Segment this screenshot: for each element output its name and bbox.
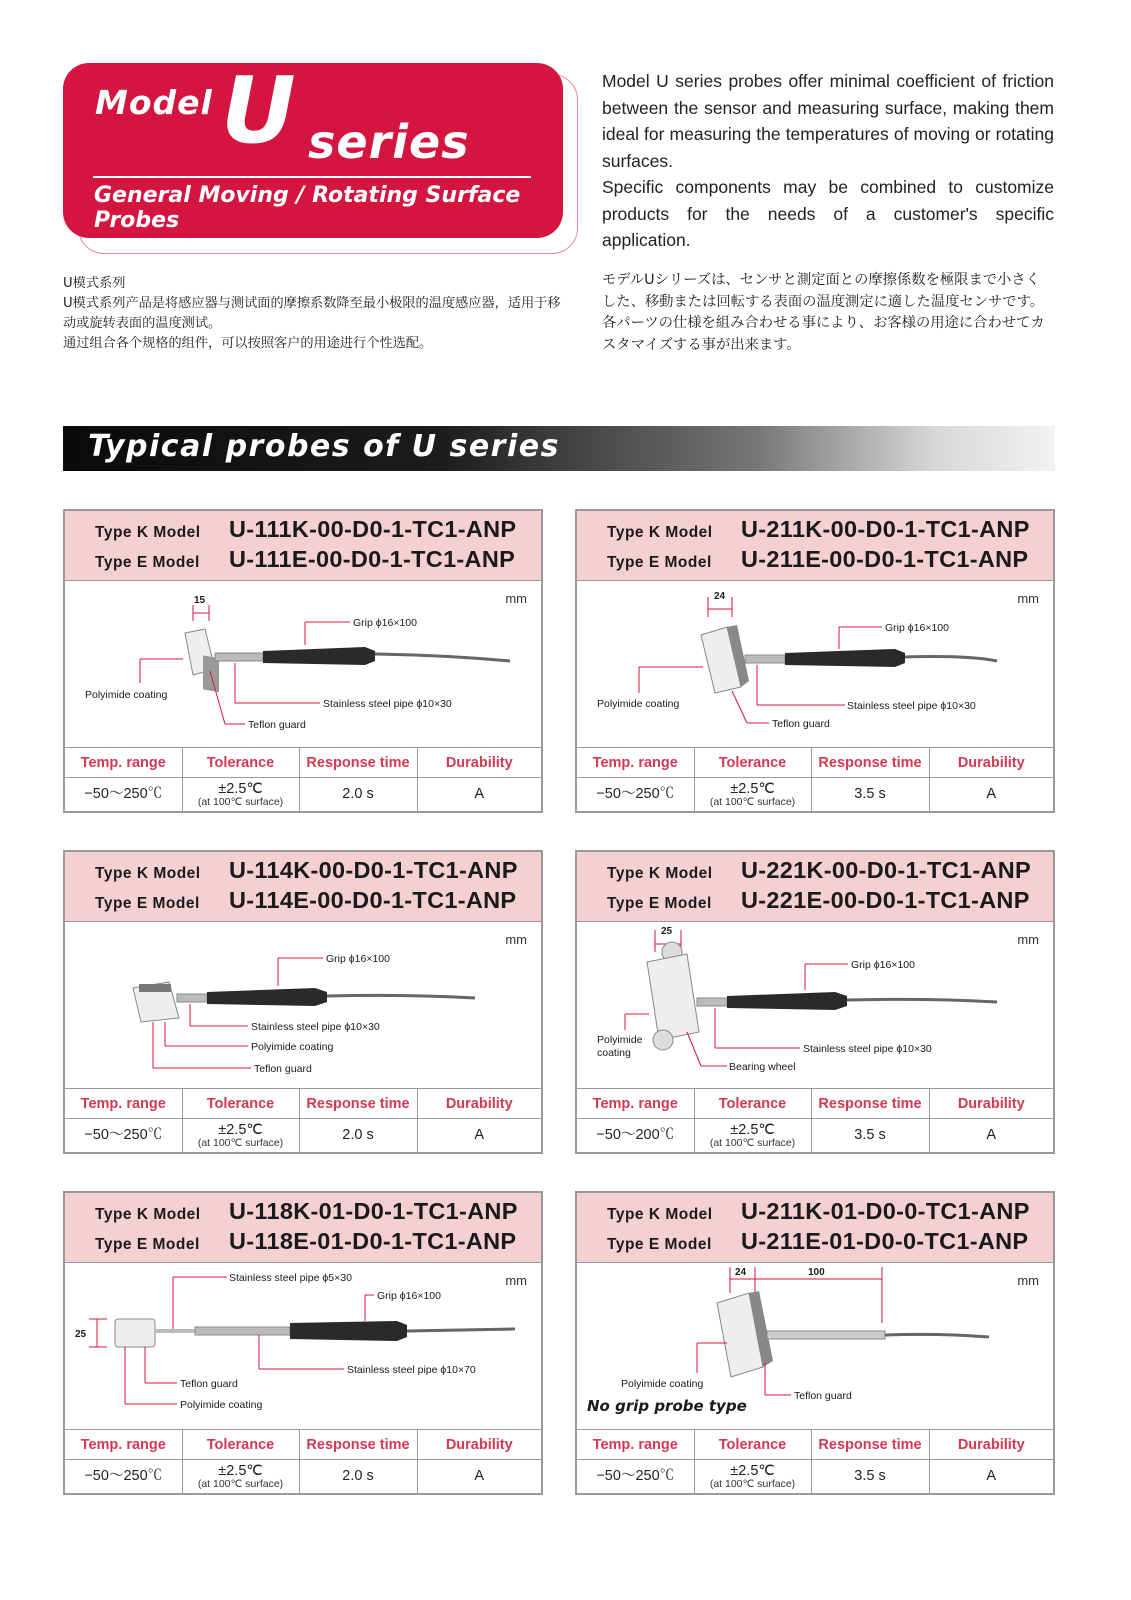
intro-english (602, 68, 1054, 254)
tolerance-cell (182, 1119, 299, 1153)
col-tolerance: Tolerance (182, 1089, 299, 1119)
dimension-label: 24 (714, 591, 726, 602)
tolerance-value: ±2.5℃ (730, 1121, 775, 1138)
unit-label: mm (1017, 1273, 1039, 1288)
teflon-label: Teflon guard (794, 1390, 852, 1402)
intro-japanese (602, 270, 1054, 356)
grip-label: Grip ϕ16×100 (326, 953, 390, 965)
tolerance-cell (182, 778, 299, 812)
section-header-bar (63, 426, 1055, 471)
polyimide-label-line2: coating (597, 1047, 631, 1059)
intro-zh-body: U模式系列产品是将感应器与测试面的摩擦系数降至最小极限的温度感应器，适用于移动或旋转表面的温度测试。 (63, 296, 561, 331)
tolerance-cell (182, 1460, 299, 1494)
response-time-value: 3.5 s (811, 1119, 929, 1153)
col-temp-range: Temp. range (577, 1089, 694, 1119)
col-durability: Durability (417, 1430, 541, 1460)
probe-diagram (577, 581, 1053, 747)
col-durability: Durability (929, 748, 1053, 778)
col-temp-range: Temp. range (65, 1089, 182, 1119)
col-durability: Durability (929, 1089, 1053, 1119)
spec-table (65, 1429, 541, 1494)
grip-label: Grip ϕ16×100 (851, 959, 915, 971)
temp-range-value: −50～250℃ (65, 1119, 182, 1153)
tolerance-value: ±2.5℃ (218, 780, 263, 797)
probe-diagram (65, 581, 541, 747)
col-tolerance: Tolerance (182, 1430, 299, 1460)
col-durability: Durability (417, 1089, 541, 1119)
unit-label: mm (1017, 932, 1039, 947)
intro-jp-body: モデルUシリーズは、センサと測定面との摩擦係数を極限まで小さくした、移動または回転する表面の温度測定に適した温度センサです。 (602, 272, 1045, 310)
spec-table (577, 1088, 1053, 1153)
tolerance-cell (694, 778, 811, 812)
temp-range-value: −50～250℃ (577, 1460, 694, 1494)
intro-zh-body: 通过组合各个规格的组件，可以按照客户的用途进行个性选配。 (63, 336, 433, 351)
tolerance-value: ±2.5℃ (218, 1462, 263, 1479)
teflon-label: Teflon guard (180, 1378, 238, 1390)
model-number-k: U-118K-01-D0-1-TC1-ANP (229, 1198, 518, 1224)
intro-chinese (63, 274, 563, 354)
model-number-k: U-211K-00-D0-1-TC1-ANP (741, 516, 1030, 542)
polyimide-label: Polyimide coating (597, 698, 680, 710)
badge-u-letter: U (221, 63, 296, 164)
type-e-label: Type E Model (95, 895, 200, 912)
polyimide-label: Polyimide coating (621, 1378, 704, 1390)
spec-table (65, 1088, 541, 1153)
type-k-label: Type K Model (607, 1206, 713, 1223)
tolerance-note: (at 100℃ surface) (709, 1477, 796, 1490)
probe-card-u211 (575, 509, 1055, 813)
col-durability: Durability (929, 1430, 1053, 1460)
col-temp-range: Temp. range (65, 1430, 182, 1460)
model-number-e: U-111E-00-D0-1-TC1-ANP (229, 546, 516, 572)
tolerance-value: ±2.5℃ (218, 1121, 263, 1138)
type-k-label: Type K Model (95, 865, 201, 882)
tolerance-note: (at 100℃ surface) (197, 1136, 284, 1149)
probe-diagram (577, 922, 1053, 1088)
spec-table (577, 747, 1053, 812)
probe-card-header (577, 852, 1053, 922)
title-badge (63, 63, 563, 238)
unit-label: mm (505, 591, 527, 606)
type-e-label: Type E Model (607, 554, 712, 571)
col-temp-range: Temp. range (65, 748, 182, 778)
unit-label: mm (505, 932, 527, 947)
col-response-time: Response time (299, 1089, 417, 1119)
badge-model-word: Model (95, 83, 213, 122)
no-grip-label: No grip probe type (587, 1397, 747, 1415)
dimension-label: 25 (661, 926, 673, 937)
probe-card-header (65, 511, 541, 581)
pipe-label: Stainless steel pipe ϕ10×30 (323, 698, 452, 710)
durability-value: A (417, 778, 541, 812)
teflon-label: Teflon guard (772, 718, 830, 730)
type-e-label: Type E Model (95, 1236, 200, 1253)
response-time-value: 3.5 s (811, 1460, 929, 1494)
temp-range-value: −50～250℃ (577, 778, 694, 812)
probe-card-header (65, 852, 541, 922)
grip-label: Grip ϕ16×100 (377, 1290, 441, 1302)
col-response-time: Response time (299, 748, 417, 778)
pipe-label: Stainless steel pipe ϕ10×30 (251, 1021, 380, 1033)
pipe-label: Stainless steel pipe ϕ10×70 (347, 1364, 476, 1376)
polyimide-label: Polyimide coating (180, 1399, 263, 1411)
response-time-value: 2.0 s (299, 1460, 417, 1494)
tolerance-note: (at 100℃ surface) (709, 795, 796, 808)
response-time-value: 2.0 s (299, 1119, 417, 1153)
dimension-label-100: 100 (808, 1267, 825, 1278)
durability-value: A (929, 1119, 1053, 1153)
model-number-e: U-211E-00-D0-1-TC1-ANP (741, 546, 1029, 572)
dimension-label-24: 24 (735, 1267, 747, 1278)
unit-label: mm (1017, 591, 1039, 606)
response-time-value: 3.5 s (811, 778, 929, 812)
unit-label: mm (505, 1273, 527, 1288)
tolerance-value: ±2.5℃ (730, 780, 775, 797)
durability-value: A (929, 778, 1053, 812)
teflon-label: Teflon guard (248, 719, 306, 731)
col-durability: Durability (417, 748, 541, 778)
temp-range-value: −50～250℃ (65, 1460, 182, 1494)
type-e-label: Type E Model (95, 554, 200, 571)
model-number-e: U-114E-00-D0-1-TC1-ANP (229, 887, 517, 913)
intro-en-paragraph: Specific components may be combined to customize products for the needs of a customer's specific application. (602, 177, 1054, 250)
model-number-e: U-221E-00-D0-1-TC1-ANP (741, 887, 1030, 913)
dimension-label: 25 (75, 1329, 87, 1340)
col-response-time: Response time (811, 1089, 929, 1119)
intro-zh-title: U模式系列 (63, 276, 126, 291)
probe-card-u118 (63, 1191, 543, 1495)
grip-label: Grip ϕ16×100 (353, 617, 417, 629)
type-k-label: Type K Model (95, 1206, 201, 1223)
tolerance-note: (at 100℃ surface) (197, 1477, 284, 1490)
polyimide-label: Polyimide coating (85, 689, 168, 701)
spec-table (577, 1429, 1053, 1494)
probe-card-u211-nogrip (575, 1191, 1055, 1495)
probe-card-header (577, 511, 1053, 581)
section-title: Typical probes of U series (88, 429, 560, 464)
col-tolerance: Tolerance (694, 748, 811, 778)
badge-subtitle: General Moving / Rotating Surface Probes (94, 183, 521, 233)
pipe-label: Stainless steel pipe ϕ10×30 (803, 1043, 932, 1055)
bearing-label: Bearing wheel (729, 1061, 796, 1073)
type-e-label: Type E Model (607, 895, 712, 912)
temp-range-value: −50～200℃ (577, 1119, 694, 1153)
probe-card-u221 (575, 850, 1055, 1154)
type-k-label: Type K Model (607, 524, 713, 541)
col-temp-range: Temp. range (577, 1430, 694, 1460)
type-k-label: Type K Model (95, 524, 201, 541)
type-k-label: Type K Model (607, 865, 713, 882)
probe-card-u114 (63, 850, 543, 1154)
probe-diagram (65, 922, 541, 1088)
intro-en-paragraph: Model U series probes offer minimal coefficient of friction between the sensor and measuring surface, making them ideal for measuring the temperatures of moving or rotating surfaces. (602, 71, 1054, 171)
durability-value: A (417, 1119, 541, 1153)
probe-card-header (577, 1193, 1053, 1263)
intro-jp-body: 各パーツの仕様を組み合わせる事により、お客様の用途に合わせてカスタマイズする事が出来ます。 (602, 315, 1045, 353)
col-temp-range: Temp. range (577, 748, 694, 778)
type-e-label: Type E Model (607, 1236, 712, 1253)
spec-table (65, 747, 541, 812)
temp-range-value: −50～250℃ (65, 778, 182, 812)
probe-card-u111 (63, 509, 543, 813)
model-number-k: U-211K-01-D0-0-TC1-ANP (741, 1198, 1030, 1224)
response-time-value: 2.0 s (299, 778, 417, 812)
polyimide-label: Polyimide coating (251, 1041, 334, 1053)
tolerance-value: ±2.5℃ (730, 1462, 775, 1479)
pipe-label: Stainless steel pipe ϕ10×30 (847, 700, 976, 712)
col-tolerance: Tolerance (694, 1430, 811, 1460)
badge-divider (93, 176, 531, 178)
col-response-time: Response time (811, 748, 929, 778)
probe-diagram (65, 1263, 541, 1429)
model-number-e: U-118E-01-D0-1-TC1-ANP (229, 1228, 517, 1254)
teflon-label: Teflon guard (254, 1063, 312, 1075)
durability-value: A (929, 1460, 1053, 1494)
model-number-k: U-221K-00-D0-1-TC1-ANP (741, 857, 1031, 883)
model-number-e: U-211E-01-D0-0-TC1-ANP (741, 1228, 1029, 1254)
col-tolerance: Tolerance (694, 1089, 811, 1119)
model-number-k: U-114K-00-D0-1-TC1-ANP (229, 857, 518, 883)
durability-value: A (417, 1460, 541, 1494)
pipe5-label: Stainless steel pipe ϕ5×30 (229, 1272, 352, 1284)
col-response-time: Response time (811, 1430, 929, 1460)
polyimide-label-line1: Polyimide (597, 1034, 643, 1046)
probe-card-header (65, 1193, 541, 1263)
model-number-k: U-111K-00-D0-1-TC1-ANP (229, 516, 517, 542)
badge-series-word: series (308, 115, 470, 169)
tolerance-note: (at 100℃ surface) (197, 795, 284, 808)
tolerance-cell (694, 1460, 811, 1494)
col-response-time: Response time (299, 1430, 417, 1460)
grip-label: Grip ϕ16×100 (885, 622, 949, 634)
tolerance-note: (at 100℃ surface) (709, 1136, 796, 1149)
tolerance-cell (694, 1119, 811, 1153)
col-tolerance: Tolerance (182, 748, 299, 778)
dimension-label: 15 (194, 595, 206, 606)
